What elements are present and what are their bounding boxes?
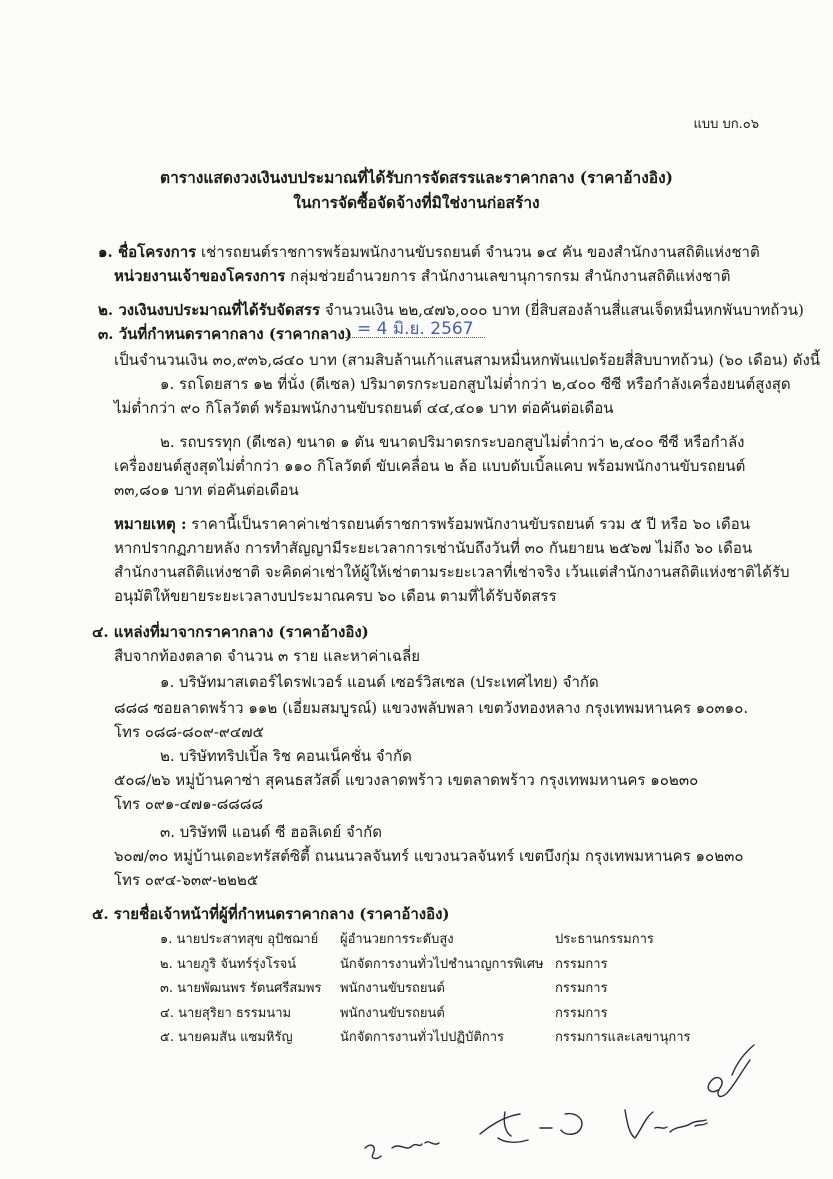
company-1-address: ๘๘๘ ซอยลาดพร้าว ๑๑๒ (เอี่ยมสมบูรณ์) แขวงพลับพลา เขตวังทองหลาง กรุงเทพมหานคร ๑๐๓๑๐.: [114, 699, 749, 717]
item-2-line-a: ๒. รถบรรทุก (ดีเซล) ขนาด ๑ ตัน ขนาดปริมาตรกระบอกสูบไม่ต่ำกว่า ๒,๔๐๐ ซีซี หรือกำลัง: [160, 433, 745, 451]
note-line-2: หากปรากฏภายหลัง การทำสัญญามีระยะเวลาการเช่านับถึงวันที่ ๓๐ กันยายน ๒๕๖๗ ไม่ถึง ๖๐ เดือน: [114, 539, 753, 557]
price-amount: เป็นจำนวนเงิน ๓๐,๙๓๖,๘๔๐ บาท (สามสิบล้านเก้าแสนสามหมื่นหกพันแปดร้อยสี่สิบบาทถ้วน) (๖๐ เดือน) ดังนี้: [114, 351, 821, 369]
date-stamp-text: 4 มิ.ย. 2567: [376, 319, 474, 339]
section-3-heading: ๓. วันที่กำหนดราคากลาง (ราคากลาง): [98, 325, 352, 343]
budget-value: จำนวนเงิน ๒๒,๔๗๖,๐๐๐ บาท (ยี่สิบสองล้านสี่แสนเจ็ดหมื่นหกพันบาทถ้วน): [324, 301, 804, 319]
company-2-name: ๒. บริษัททริปเปิ้ล ริช คอนเน็คชั่น จำกัด: [160, 747, 412, 765]
item-2-line-b: เครื่องยนต์สูงสุดไม่ต่ำกว่า ๑๑๐ กิโลวัตต์ ขับเคลื่อน ๒ ล้อ แบบดับเบิ้ลแคบ พร้อมพนักงานขับรถยนต์: [114, 457, 746, 475]
project-name-label: ๑. ชื่อโครงการ: [98, 243, 197, 261]
section-5-heading: ๕. รายชื่อเจ้าหน้าที่ผู้ที่กำหนดราคากลาง (ราคาอ้างอิง): [92, 905, 450, 923]
company-2-phone: โทร ๐๙๑-๔๗๑-๘๘๘๘: [114, 795, 264, 813]
company-2-address: ๕๐๘/๒๖ หมู่บ้านคาซ่า สุคนธสวัสดิ์ แขวงลาดพร้าว เขตลาดพร้าว กรุงเทพมหานคร ๑๐๒๓๐: [114, 771, 699, 789]
member-role: กรรมการ: [555, 1005, 608, 1021]
section-4-heading: ๔. แหล่งที่มาจากราคากลาง (ราคาอ้างอิง): [92, 623, 369, 641]
signature-1: [708, 1045, 754, 1096]
table-row: [160, 928, 691, 953]
committee-table: [160, 928, 691, 1051]
member-position: นักจัดการงานทั่วไปปฏิบัติการ: [340, 1030, 504, 1045]
item-1-line-a: ๑. รถโดยสาร ๑๒ ที่นั่ง (ดีเซล) ปริมาตรกระบอกสูบไม่ต่ำกว่า ๒,๔๐๐ ซีซี หรือกำลังเครื่องยนต์สูงสุด: [160, 375, 791, 393]
note-label: หมายเหตุ :: [114, 515, 187, 533]
member-position: นักจัดการงานทั่วไปชำนาญการพิเศษ: [340, 956, 544, 972]
section-1-line-1: [98, 242, 760, 262]
item-2-line-c: ๓๓,๘๐๑ บาท ต่อคันต่อเดือน: [114, 481, 299, 499]
table-row: [160, 953, 691, 978]
budget-label: ๒. วงเงินงบประมาณที่ได้รับจัดสรร: [98, 301, 321, 319]
member-position: พนักงานขับรถยนต์: [340, 981, 445, 996]
table-row: [160, 1002, 691, 1027]
note-text-1: ราคานี้เป็นราคาค่าเช่ารถยนต์ราชการพร้อมพนักงานขับรถยนต์ รวม ๕ ปี หรือ ๖๐ เดือน: [191, 515, 751, 533]
member-role: ประธานกรรมการ: [555, 932, 654, 947]
document-title: ตารางแสดงวงเงินงบประมาณที่ได้รับการจัดสรรและราคากลาง (ราคาอ้างอิง): [160, 168, 673, 187]
document-subtitle: ในการจัดซื้อจัดจ้างที่มิใช่งานก่อสร้าง: [293, 193, 540, 212]
member-role: กรรมการและเลขานุการ: [555, 1030, 691, 1045]
item-1-line-b: ไม่ต่ำกว่า ๙๐ กิโลวัตต์ พร้อมพนักงานขับรถยนต์ ๔๔,๔๐๑ บาท ต่อคันต่อเดือน: [114, 399, 614, 417]
table-row: [160, 1026, 691, 1051]
company-3-name: ๓. บริษัทพี แอนด์ ซี ฮอลิเดย์ จำกัด: [160, 823, 383, 841]
signature-2: [365, 1142, 439, 1159]
member-name: ๔. นายสุริยา ธรรมนาม: [160, 1005, 292, 1021]
member-name: ๒. นายภูริ จันทร์รุ่งโรจน์: [160, 956, 297, 972]
owner-unit-label: หน่วยงานเจ้าของโครงการ: [114, 267, 286, 285]
member-name: ๕. นายคมสัน แซมหิรัญ: [160, 1030, 293, 1045]
signature-3: [480, 1112, 582, 1142]
note-line-1: [114, 514, 750, 534]
company-3-address: ๖๐๗/๓๐ หมู่บ้านเดอะทรัสต์ซิตี้ ถนนนวลจันทร์ แขวงนวลจันทร์ เขตบึงกุ่ม กรุงเทพมหานคร ๑๐๒๓๐: [114, 847, 744, 865]
project-name-value: เช่ารถยนต์ราชการพร้อมพนักงานขับรถยนต์ จำนวน ๑๔ คัน ของสำนักงานสถิติแห่งชาติ: [200, 243, 760, 261]
form-code: แบบ บก.๐๖: [693, 117, 759, 132]
table-row: [160, 977, 691, 1002]
company-1-phone: โทร ๐๘๘-๘๐๙-๙๔๗๕: [114, 723, 264, 741]
note-line-4: อนุมัติให้ขยายระยะเวลางบประมาณครบ ๖๐ เดือน ตามที่ได้รับจัดสรร: [114, 587, 557, 605]
section-1-line-2: [114, 266, 731, 286]
member-position: พนักงานขับรถยนต์: [340, 1005, 445, 1021]
company-3-phone: โทร ๐๙๔-๖๓๙-๒๒๒๕: [114, 871, 259, 889]
signature-4: [625, 1110, 707, 1138]
member-role: กรรมการ: [555, 956, 608, 972]
source-intro: สืบจากท้องตลาด จำนวน ๓ ราย และหาค่าเฉลี่ย: [114, 647, 421, 665]
member-name: ๑. นายประสาทสุข อุปัชฌาย์: [160, 932, 319, 947]
company-1-name: ๑. บริษัทมาสเตอร์ไดรฟเวอร์ แอนด์ เซอร์วิสเซล (ประเทศไทย) จำกัด: [160, 673, 599, 691]
date-stamp: [357, 315, 474, 342]
stamp-mark: =: [357, 319, 377, 339]
member-position: ผู้อำนวยการระดับสูง: [340, 932, 454, 947]
member-role: กรรมการ: [555, 981, 608, 996]
note-line-3: สำนักงานสถิติแห่งชาติ จะคิดค่าเช่าให้ผู้ให้เช่าตามระยะเวลาที่เช่าจริง เว้นแต่สำนักงานสถิติแห่งชาติได้รับ: [114, 563, 790, 581]
member-name: ๓. นายพัฒนพร รัตนศรีสมพร: [160, 981, 322, 996]
owner-unit-value: กลุ่มช่วยอำนวยการ สำนักงานเลขานุการกรม สำนักงานสถิติแห่งชาติ: [290, 267, 731, 285]
